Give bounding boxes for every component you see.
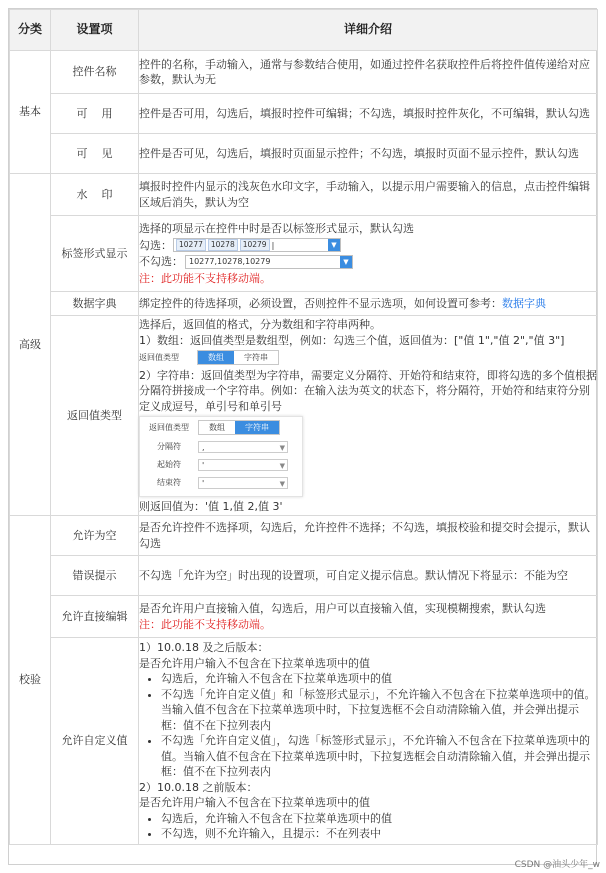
desc-dict: 绑定控件的待选择项，必须设置，否则控件不显示选项，如何设置可参考： bbox=[139, 296, 502, 310]
list-item: • 勾选后，允许输入不包含在下拉菜单选项中的值 bbox=[161, 811, 597, 827]
customval-v1-list bbox=[139, 671, 597, 780]
chevron-down-icon: ▼ bbox=[279, 461, 285, 470]
plain-combo-value: 10277,10278,10279 bbox=[189, 257, 271, 266]
category-advanced: 高级 bbox=[10, 174, 51, 516]
chevron-down-icon: ▼ bbox=[328, 239, 340, 251]
header-detail: 详细介绍 bbox=[139, 10, 598, 51]
seg-array: 数组 bbox=[198, 351, 234, 364]
dict-link[interactable]: 数据字典 bbox=[502, 296, 546, 310]
table-row bbox=[10, 516, 598, 556]
customval-v1: 1）10.0.18 及之后版本： bbox=[139, 641, 269, 654]
csdn-watermark: CSDN @油头少年_w bbox=[514, 860, 600, 870]
desc-errtip: 不勾选「允许为空」时出现的设置项，可自定义提示信息。默认情况下将显示：不能为空 bbox=[139, 556, 598, 596]
desc-enabled: 控件是否可用，勾选后，填报时控件可编辑；不勾选，填报时控件灰化，不可编辑，默认勾选 bbox=[139, 94, 598, 134]
list-item: • 勾选后，允许输入不包含在下拉菜单选项中的值 bbox=[161, 671, 597, 687]
returntype-result: 则返回值为：'值 1,值 2,值 3' bbox=[139, 499, 283, 513]
seg-string: 字符串 bbox=[244, 353, 268, 363]
list-item: • 不勾选「允许自定义值」，勾选「标签形式显示」，不允许输入不包含在下拉菜单选项中的值。当输入值不包含在下拉菜单选项中时，下拉复选框会自动清除输入值，并会弹出提示框：值不在下拉列表内 bbox=[161, 733, 597, 780]
unchecked-label: 不勾选： bbox=[139, 255, 183, 268]
plain-combo-example bbox=[185, 255, 353, 269]
desc-tagstyle: 选择的项显示在控件中时是否以标签形式显示，默认勾选 bbox=[139, 222, 414, 235]
table-row bbox=[10, 216, 598, 292]
seg-label: 返回值类型 bbox=[139, 353, 179, 362]
table-header-row bbox=[10, 10, 598, 51]
seg-array-2: 数组 bbox=[209, 423, 225, 433]
header-item: 设置项 bbox=[51, 10, 139, 51]
item-visible: 可见 bbox=[76, 146, 127, 160]
settings-table bbox=[9, 9, 598, 845]
sep-label: 分隔符 bbox=[157, 441, 181, 451]
category-validate: 校验 bbox=[10, 516, 51, 845]
table-row bbox=[10, 316, 598, 516]
returntype-desc2: 1）数组：返回值类型是数组型，例如：勾选三个值，返回值为：["值 1","值 2","值 3"] bbox=[139, 333, 565, 347]
item-customval: 允许自定义值 bbox=[51, 638, 139, 845]
settings-table-frame bbox=[8, 8, 597, 865]
seg-label-2: 返回值类型 bbox=[149, 423, 189, 432]
header-category: 分类 bbox=[10, 10, 51, 51]
table-row bbox=[10, 292, 598, 316]
string-settings-panel bbox=[139, 416, 303, 497]
start-label: 起始符 bbox=[157, 459, 181, 469]
mobile-note: 注：此功能不支持移动端。 bbox=[139, 271, 271, 285]
item-returntype: 返回值类型 bbox=[51, 316, 139, 516]
list-item: • 不勾选「允许自定义值」和「标签形式显示」，不允许输入不包含在下拉菜单选项中的值。当输入值不包含在下拉菜单选项中时，下拉复选框不会自动清除输入值，并会弹出提示框：值不在下拉列表内 bbox=[161, 687, 597, 734]
table-row bbox=[10, 174, 598, 216]
item-errtip: 错误提示 bbox=[51, 556, 139, 596]
tag-combo-example: 10277 10278 10279 | ▼ bbox=[173, 238, 341, 252]
tag-chip: 10279 bbox=[240, 239, 270, 251]
category-basic: 基本 bbox=[10, 51, 51, 174]
checked-label: 勾选： bbox=[139, 238, 172, 252]
table-row bbox=[10, 134, 598, 174]
desc-name: 控件的名称，手动输入，通常与参数结合使用，如通过控件名获取控件后将控件值传递给对应参数，默认为无 bbox=[139, 51, 598, 94]
chevron-down-icon: ▼ bbox=[279, 479, 285, 488]
return-type-segment-2 bbox=[198, 420, 280, 435]
table-row bbox=[10, 51, 598, 94]
customval-v2-list bbox=[139, 811, 597, 842]
item-dict: 数据字典 bbox=[51, 292, 139, 316]
seg-string-2: 字符串 bbox=[235, 421, 279, 434]
customval-v1desc: 是否允许用户输入不包含在下拉菜单选项中的值 bbox=[139, 656, 370, 670]
table-row bbox=[10, 556, 598, 596]
chevron-down-icon: ▼ bbox=[340, 256, 352, 268]
desc-visible: 控件是否可见，勾选后，填报时页面显示控件；不勾选，填报时页面不显示控件，默认勾选 bbox=[139, 134, 598, 174]
start-select: ' ▼ bbox=[198, 459, 288, 471]
tag-chip: 10277 bbox=[176, 239, 206, 251]
item-name: 控件名称 bbox=[51, 51, 139, 94]
desc-allownull: 是否允许控件不选择项，勾选后，允许控件不选择；不勾选，填报校验和提交时会提示，默认勾选 bbox=[139, 516, 598, 556]
end-label: 结束符 bbox=[157, 477, 181, 487]
returntype-desc3: 2）字符串：返回值类型为字符串，需要定义分隔符、开始符和结束符，即将勾选的多个值根据分隔符拼接成一个字符串。例如：在输入法为英文的状态下，将分隔符，开始符和结束符分别定义成逗号，单引号和单引号 bbox=[139, 368, 597, 413]
desc-watermark: 填报时控件内显示的浅灰色水印文字，手动输入，以提示用户需要输入的信息，点击控件编辑区域后消失，默认为空 bbox=[139, 174, 598, 216]
item-tagstyle: 标签形式显示 bbox=[51, 216, 139, 292]
customval-v2: 2）10.0.18 之前版本： bbox=[139, 780, 258, 794]
chevron-down-icon: ▼ bbox=[279, 443, 285, 452]
item-enabled: 可用 bbox=[76, 106, 127, 120]
tag-chip: 10278 bbox=[208, 239, 238, 251]
item-directedit: 允许直接编辑 bbox=[51, 596, 139, 638]
sep-select: , ▼ bbox=[198, 441, 288, 453]
mobile-note-2: 注：此功能不支持移动端。 bbox=[139, 617, 271, 631]
item-watermark: 水印 bbox=[76, 187, 127, 201]
item-allownull: 允许为空 bbox=[51, 516, 139, 556]
end-select: ' ▼ bbox=[198, 477, 288, 489]
table-row bbox=[10, 94, 598, 134]
returntype-desc1: 选择后，返回值的格式，分为数组和字符串两种。 bbox=[139, 318, 381, 331]
table-row bbox=[10, 596, 598, 638]
table-row bbox=[10, 638, 598, 845]
desc-directedit: 是否允许用户直接输入值，勾选后，用户可以直接输入值，实现模糊搜索，默认勾选 bbox=[139, 602, 546, 615]
return-type-segment bbox=[197, 350, 279, 365]
customval-v2desc: 是否允许用户输入不包含在下拉菜单选项中的值 bbox=[139, 796, 370, 809]
list-item: • 不勾选，则不允许输入，且提示：不在列表中 bbox=[161, 826, 597, 842]
